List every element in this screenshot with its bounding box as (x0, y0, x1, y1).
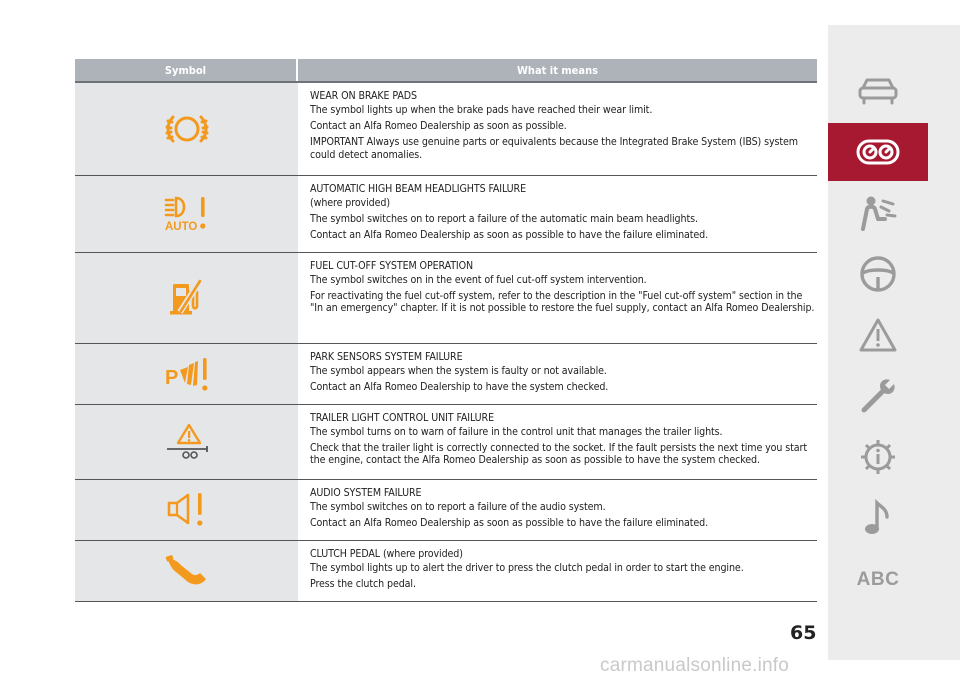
music-note-icon (861, 499, 895, 537)
row-text: Check that the trailer light is correctly connected to the socket. If the fault persists the next time you start the engine, contact the Alfa Romeo Dealership as soon as possible to have the system checked. (310, 441, 807, 467)
table-row (75, 344, 817, 405)
chapter-tab-technical-data[interactable] (828, 428, 928, 486)
meaning-cell (298, 83, 817, 175)
row-title: AUDIO SYSTEM FAILURE (310, 487, 422, 499)
page-number: 65 (790, 622, 817, 644)
table-header (75, 59, 817, 81)
meaning-cell (298, 405, 817, 479)
steering-wheel-icon (859, 255, 897, 293)
airbag-safety-icon (857, 195, 899, 231)
row-title: AUTOMATIC HIGH BEAM HEADLIGHTS FAILURE (310, 183, 526, 195)
meaning-cell (298, 344, 817, 404)
row-title: TRAILER LIGHT CONTROL UNIT FAILURE (310, 412, 494, 424)
row-text: For reactivating the fuel cut-off system, refer to the description in the "Fuel cut-off system" section in the "In an emergency" chapter. If it is not possible to restore the fuel supply, contact an Alfa Romeo Dealership. (310, 289, 815, 315)
fuel-cutoff-icon (164, 278, 210, 318)
row-text: The symbol switches on to report a failure of the automatic main beam headlights. (310, 212, 698, 225)
park-sensors-failure-icon (164, 355, 210, 393)
watermark: carmanualsonline.info (600, 655, 790, 676)
table-row (75, 176, 817, 253)
clutch-pedal-icon (164, 552, 210, 590)
symbol-cell (75, 83, 298, 175)
row-title: CLUTCH PEDAL (where provided) (310, 548, 463, 560)
table-row (75, 83, 817, 176)
row-title: WEAR ON BRAKE PADS (310, 90, 417, 102)
chapter-tab-index[interactable] (828, 551, 928, 609)
symbol-cell (75, 480, 298, 540)
chapter-tab-maintenance[interactable] (828, 367, 928, 425)
audio-failure-icon (164, 491, 210, 529)
table-row (75, 480, 817, 541)
chapter-tab-multimedia[interactable] (828, 489, 928, 547)
meaning-cell (298, 253, 817, 343)
row-title: FUEL CUT-OFF SYSTEM OPERATION (310, 260, 474, 272)
index-abc-label: ABC (856, 569, 900, 590)
brake-pad-wear-icon (164, 110, 210, 148)
warning-triangle-icon (858, 317, 898, 353)
row-text: The symbol switches on to report a failure of the audio system. (310, 500, 606, 513)
header-symbol: Symbol (75, 59, 298, 81)
svg-text:AUTO: AUTO (164, 221, 197, 233)
meaning-cell (298, 480, 817, 540)
symbol-cell (75, 253, 298, 343)
svg-text:P: P (164, 367, 178, 389)
table-row (75, 541, 817, 602)
symbol-cell (75, 344, 298, 404)
chapter-tab-driving[interactable] (828, 245, 928, 303)
row-text: Contact an Alfa Romeo Dealership as soon as possible to have the failure eliminated. (310, 228, 709, 241)
chapter-tab-car[interactable] (828, 62, 928, 120)
row-text: The symbol appears when the system is faulty or not available. (310, 364, 607, 377)
chapter-tab-dashboard[interactable] (828, 123, 928, 181)
auto-high-beam-failure-icon (164, 195, 210, 233)
wrench-icon (858, 376, 898, 416)
symbol-cell (75, 541, 298, 601)
table-row (75, 253, 817, 344)
chapter-tab-safety[interactable] (828, 184, 928, 242)
row-text: Contact an Alfa Romeo Dealership as soon as possible to have the failure eliminated. (310, 516, 709, 529)
row-text: The symbol lights up to alert the driver to press the clutch pedal in order to start the engine. (310, 561, 744, 574)
row-title: PARK SENSORS SYSTEM FAILURE (310, 351, 463, 363)
warning-lights-table (75, 59, 817, 602)
row-text: The symbol lights up when the brake pads have reached their wear limit. (310, 103, 653, 116)
meaning-cell (298, 541, 817, 601)
row-text: (where provided) (310, 196, 390, 209)
chapter-sidebar (828, 25, 960, 660)
row-text: Contact an Alfa Romeo Dealership as soon as possible. (310, 119, 567, 132)
chapter-tab-emergency[interactable] (828, 306, 928, 364)
row-text: The symbol switches on in the event of fuel cut-off system intervention. (310, 273, 647, 286)
table-row (75, 405, 817, 480)
meaning-cell (298, 176, 817, 252)
car-icon (857, 76, 899, 106)
dashboard-gauges-icon (856, 138, 900, 166)
header-meaning: What it means (516, 63, 599, 77)
technical-data-gear-icon (858, 437, 898, 477)
row-text: Contact an Alfa Romeo Dealership to have the system checked. (310, 380, 609, 393)
row-text: IMPORTANT Always use genuine parts or equivalents because the Integrated Brake System (IBS) system could detect anomalies. (310, 135, 798, 161)
trailer-light-failure-icon (164, 422, 210, 462)
symbol-cell (75, 176, 298, 252)
symbol-cell (75, 405, 298, 479)
row-text: Press the clutch pedal. (310, 577, 416, 590)
row-text: The symbol turns on to warn of failure in the control unit that manages the trailer lights. (310, 425, 723, 438)
